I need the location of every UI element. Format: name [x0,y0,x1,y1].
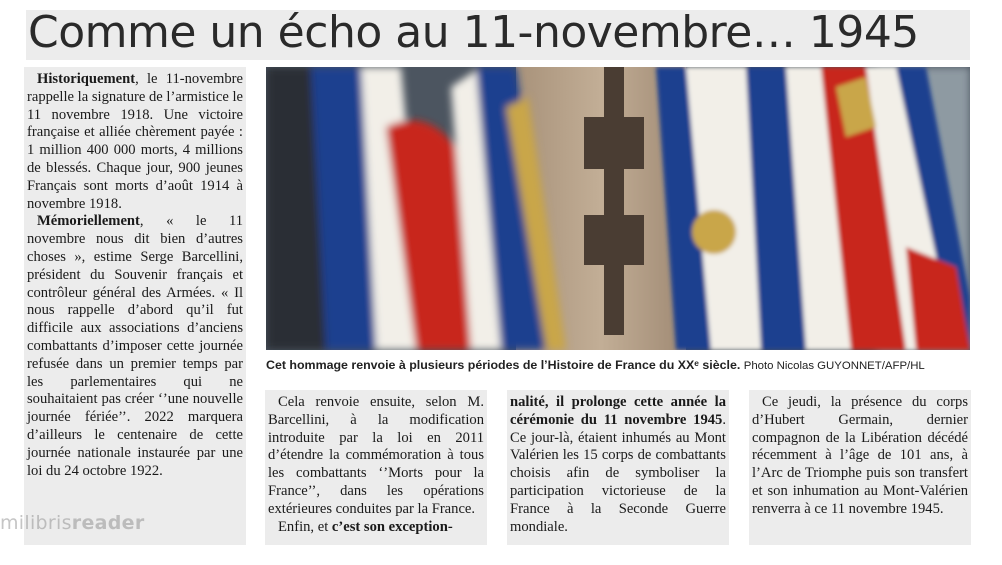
paragraph-text: Enfin, et [278,518,332,535]
paragraph [752,394,968,519]
lead-word: Mémoriellement [37,213,140,230]
watermark [0,512,145,534]
watermark-part2: reader [71,512,145,534]
emphasis: c’est son exception- [331,518,453,535]
paragraph-text: . Ce jour-là, étaient inhumés au Mont Valérien les 15 corps de combattants choisis afin de symboliser la participation victorieuse de la France à la Seconde Guerre mondiale. [510,411,726,535]
photo-caption: Cet hommage renvoie à plusieurs périodes de l’Histoire de France du XXᵉ siècle. [266,358,741,372]
article-column-2 [265,390,487,545]
watermark-part1: milibris [0,512,72,534]
lead-word: Historiquement [37,71,136,87]
flags-memorial-image [266,67,970,350]
article-column-1 [24,67,246,545]
paragraph [510,394,726,536]
headline: Comme un écho au 11-novembre… 1945 [28,7,919,58]
photo-credit: Photo Nicolas GUYONNET/AFP/HL [743,360,925,372]
photo-caption-line [266,356,970,374]
paragraph-text: Cela renvoie ensuite, selon M. Barcellini, à la modification introduite par la loi en 2011 d’étendre la commémoration à tous les combattants ‘’Morts pour la France’’, dans les opérations extérieures conduites par la France. [268,394,484,517]
paragraph [268,394,484,519]
article-photo [266,67,970,350]
paragraph-text: , « le 11 novembre nous dit bien d’autres choses », estime Serge Barcellini, président du Souvenir français et contrôleur général des Armées. « Il nous rappelle d’abord qu’il fut difficile aux associations d’anciens combattants d’imposer cette journée refusée dans un premier temps par les parlementaires qui ne souhaitaient pas créer ‘’une nouvelle journée fériée’’. 2022 marquera d’ailleurs le centenaire de cette journée nationale instaurée par une loi du 24 octobre 1922. [27,213,243,479]
emphasis: nalité, il prolonge cette année la cérémonie du 11 novembre 1945 [510,394,726,428]
paragraph [268,519,484,537]
paragraph-text: Ce jeudi, la présence du corps d’Hubert Germain, dernier compagnon de la Libération décédé récemment à l’âge de 101 ans, à l’Arc de Triomphe puis son transfert et son inhumation au Mont-Valérien renverra à ce 11 novembre 1945. [752,394,968,517]
paragraph [27,213,243,480]
article-column-4 [749,390,971,545]
paragraph-text: , le 11-novembre rappelle la signature de l’armistice le 11 novembre 1918. Une victoire française et alliée chèrement payée : 1 million 400 000 morts, 4 millions de blessés. Chaque jour, 900 jeunes Français sont morts d’août 1914 à novembre 1918. [27,71,243,212]
paragraph [27,71,243,213]
article-column-3 [507,390,729,545]
